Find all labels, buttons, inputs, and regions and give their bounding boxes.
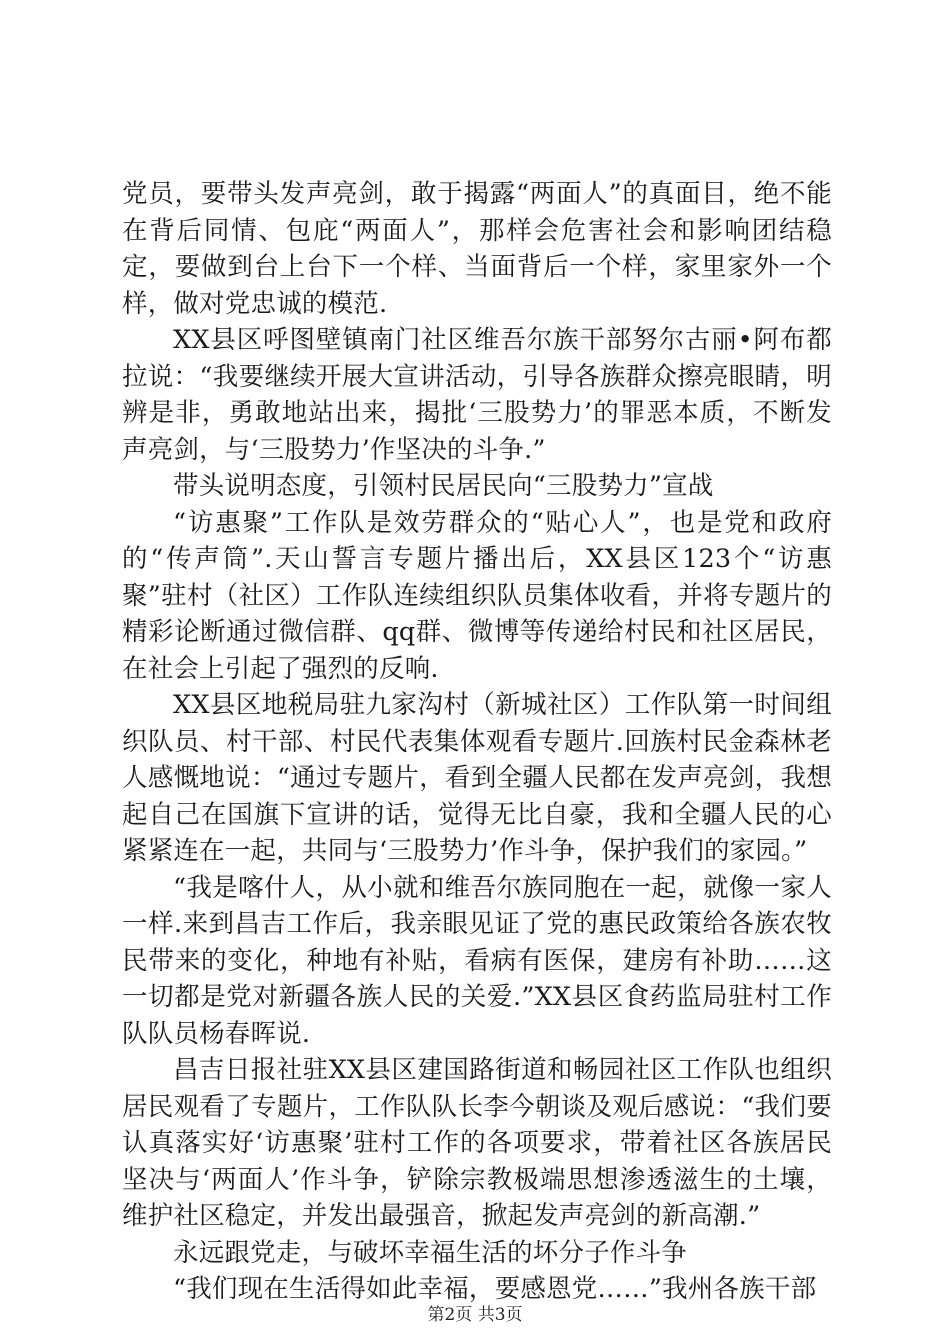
paragraph-work-team: “访惠聚”工作队是效劳群众的“贴心人”，也是党和政府的“传声筒”.天山誓言专题片播出后，XX县区123个“访惠聚”驻村（社区）工作队连续组织队员集体收看，并将专题片的精彩论断通过微信群、qq群、微博等传递给村民和社区居民，在社会上引起了强烈的反响. bbox=[122, 507, 832, 684]
section-heading-follow-party: 永远跟党走，与破坏幸福生活的坏分子作斗争 bbox=[173, 1237, 688, 1268]
document-body bbox=[122, 176, 832, 1308]
paragraph-changji-daily: 昌吉日报社驻XX县区建国路街道和畅园社区工作队也组织居民观看了专题片，工作队队长李今朝谈及观后感说：“我们要认真落实好‘访惠聚’驻村工作的各项要求，带着社区各族居民坚决与‘两面人’作斗争，铲除宗教极端思想渗透滋生的土壤，维护社区稳定，并发出最强音，掀起发声亮剑的新高潮.” bbox=[122, 1055, 832, 1231]
paragraph-continuation: 党员，要带头发声亮剑，敢于揭露“两面人”的真面目，绝不能在背后同情、包庇“两面人”，那样会危害社会和影响团结稳定，要做到台上台下一个样、当面背后一个样，家里家外一个样，做对党忠诚的模范. bbox=[122, 179, 832, 319]
paragraph-tax-bureau-team: XX县区地税局驻九家沟村（新城社区）工作队第一时间组织队员、村干部、村民代表集体观看专题片.回族村民金森林老人感慨地说：“通过专题片，看到全疆人民都在发声亮剑，我想起自己在国旗下宣讲的话，觉得无比自豪，我和全疆人民的心紧紧连在一起，共同与‘三股势力’作斗争，保护我们的家园。” bbox=[122, 690, 832, 866]
paragraph-quote-nuerguli: XX县区呼图壁镇南门社区维吾尔族干部努尔古丽•阿布都拉说：“我要继续开展大宣讲活动，引导各族群众擦亮眼睛，明辨是非，勇敢地站出来，揭批‘三股势力’的罪恶本质，不断发声亮剑，与‘三股势力’作坚决的斗争.” bbox=[122, 325, 832, 465]
page-number-footer: 第2页 共3页 bbox=[427, 1305, 523, 1325]
paragraph-quote-yang: “我是喀什人，从小就和维吾尔族同胞在一起，就像一家人一样.来到昌吉工作后，我亲眼见证了党的惠民政策给各族农牧民带来的变化，种地有补贴，看病有医保，建房有补助……这一切都是党对新疆各族人民的关爱.”XX县区食药监局驻村工作队队员杨春晖说. bbox=[122, 872, 832, 1049]
paragraph-final-line: “我们现在生活得如此幸福，要感恩党……”我州各族干部 bbox=[173, 1274, 817, 1304]
section-heading-lead: 带头说明态度，引领村民居民向“三股势力”宣战 bbox=[173, 471, 714, 501]
